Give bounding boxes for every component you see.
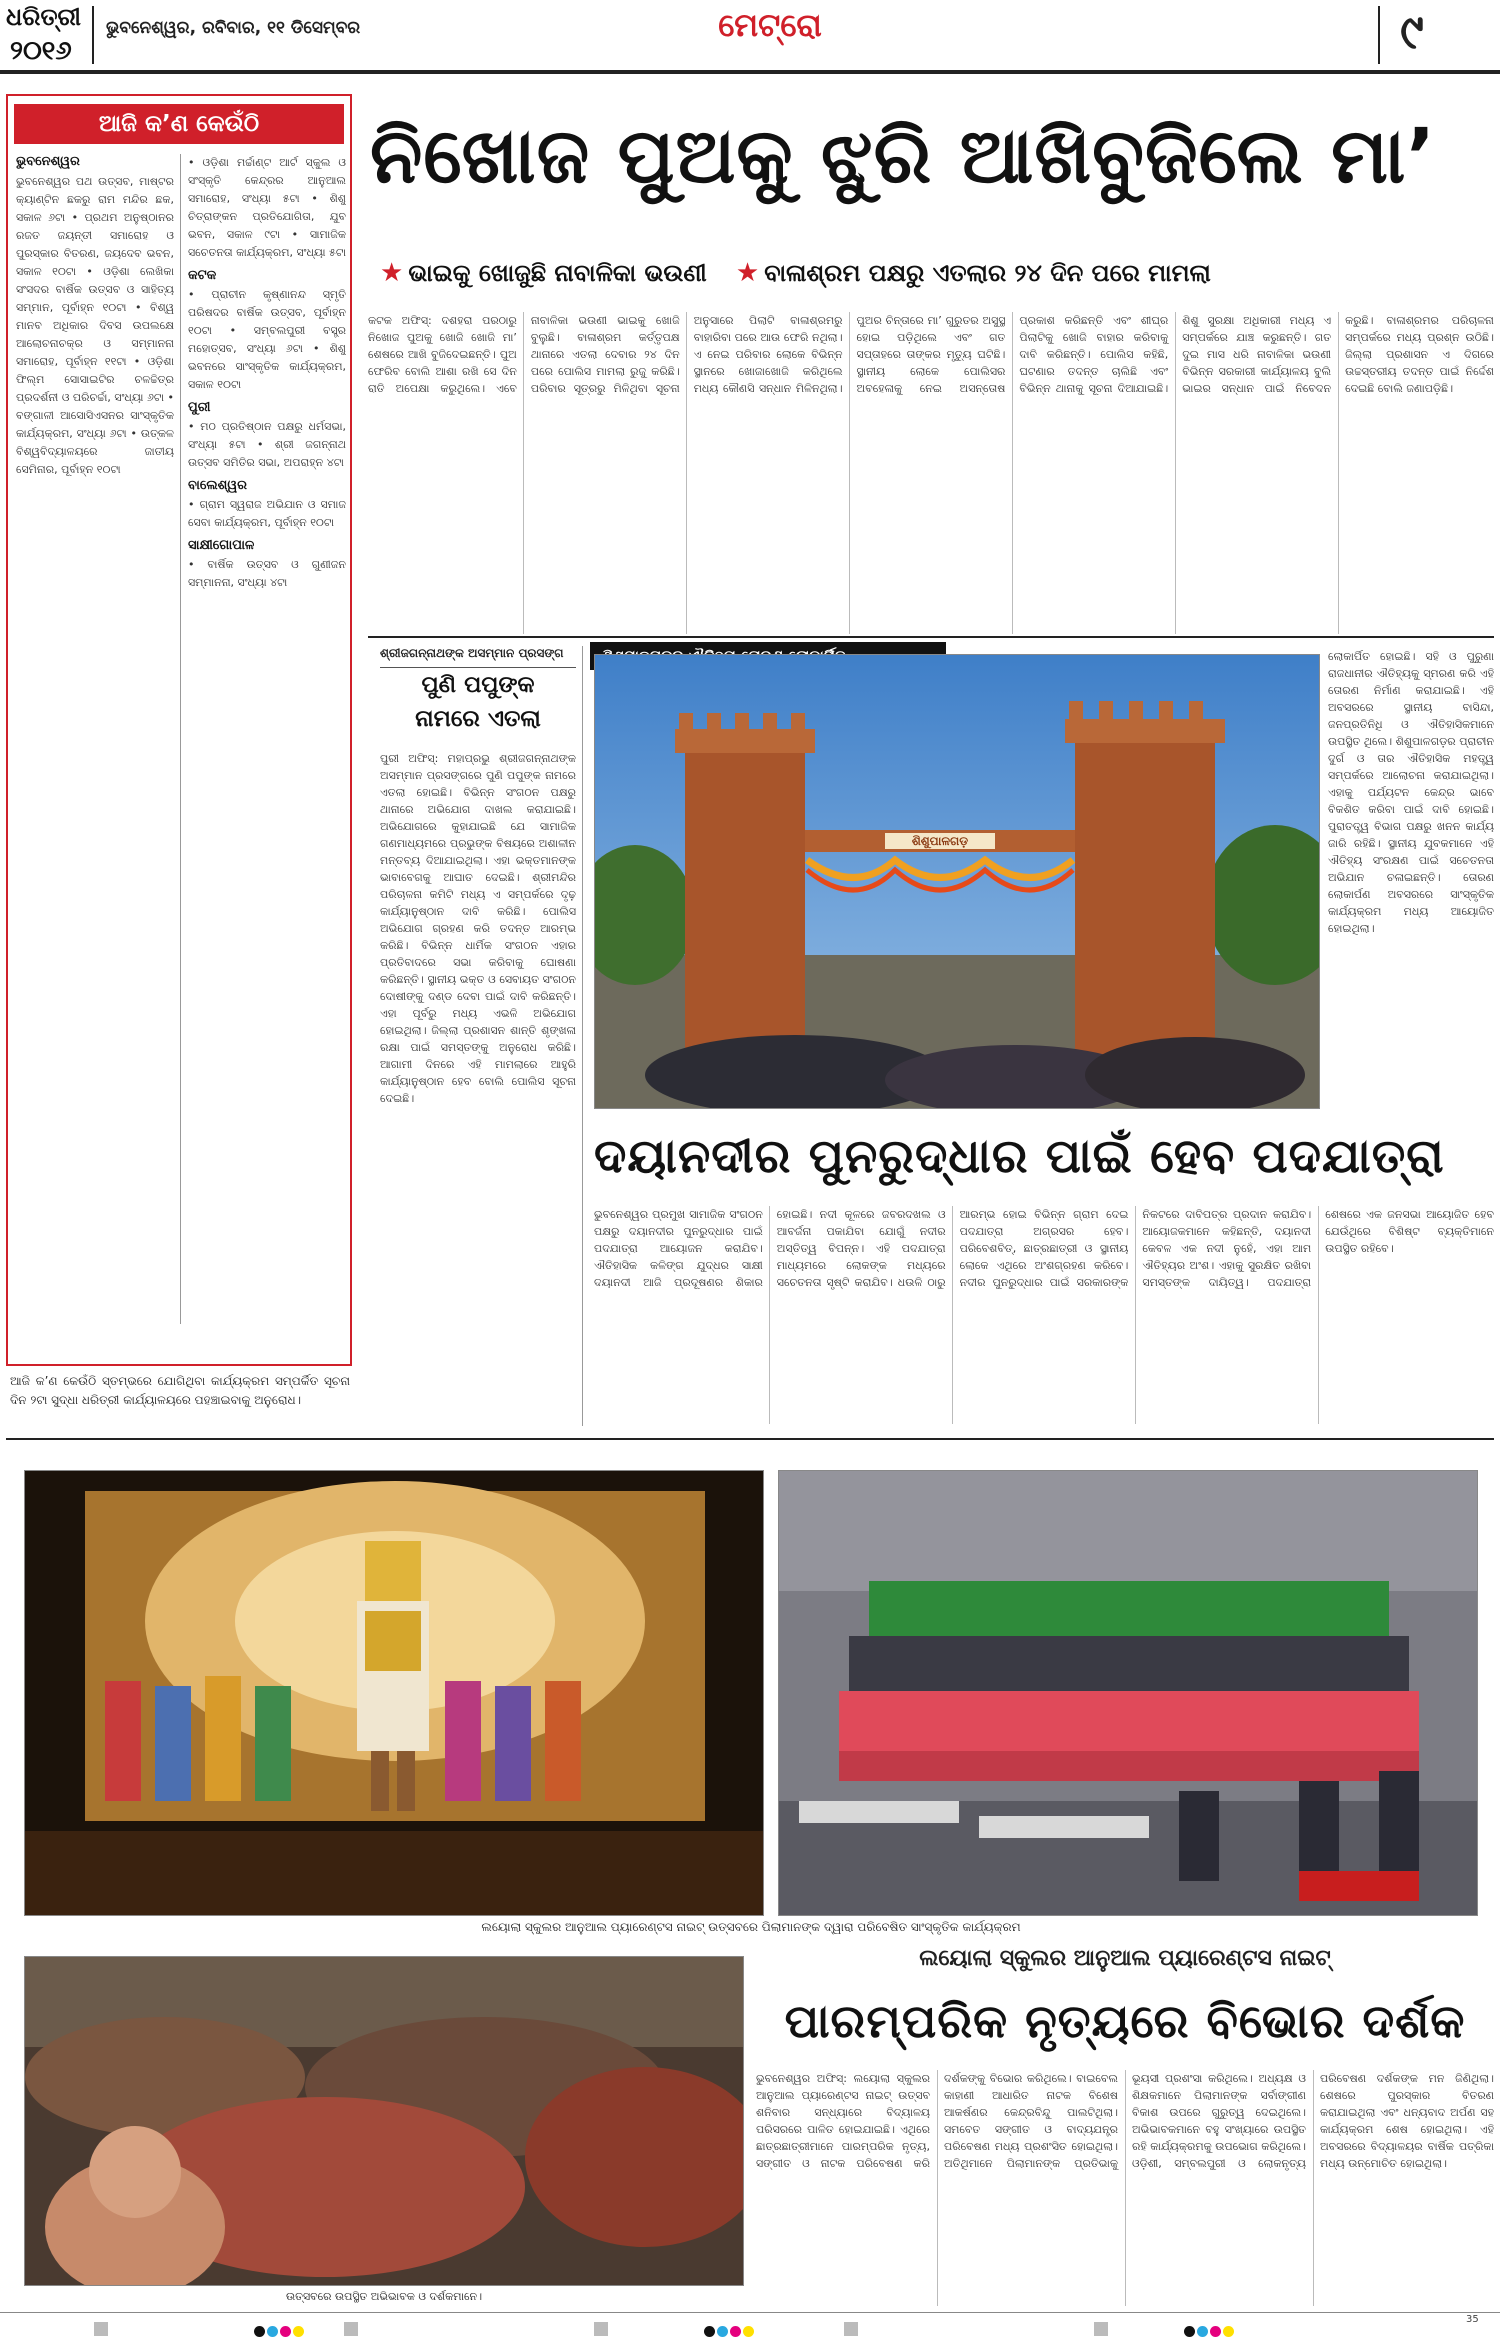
sidebar-col2-text-c: • ଗ୍ରାମ ସ୍ୱରାଜ ଅଭିଯାନ ଓ ସମାଜ ସେବା କାର୍ଯ୍ୟକ୍ରମ, ପୂର୍ବାହ୍ନ ୧୦ଟା [188,498,346,529]
sidebar-col2-heading-b: ପୁରୀ [188,400,211,415]
sidebar-title: ଆଜି କ’ଣ କେଉଁଠି [14,104,344,144]
pappu-headline-line1: ପୁଣି ପପୁଙ୍କ [421,672,535,698]
pappu-rule [582,646,583,1426]
loyola-headline: ପାରମ୍ପରିକ ନୃତ୍ୟରେ ବିଭୋର ଦର୍ଶକ [784,1994,1466,2048]
print-mark [844,2322,858,2336]
lead-sub1: ଭାଇକୁ ଖୋଜୁଛି ନାବାଳିକା ଭଉଣୀ [408,259,707,287]
audience-photo [24,1956,744,2286]
paper-logo: ଧରିତ୍ରୀ [6,2,81,31]
choir-photo [778,1470,1478,1916]
paper-year: ୨୦୧୬ [10,36,72,66]
audience-photo-graphic [25,1957,744,2286]
school-photos-caption: ଲୟୋଲା ସ୍କୁଲର ଆନୁଆଲ ପ୍ୟାରେଣ୍ଟସ ନାଇଟ୍‌ ଉତ୍ସବରେ ପିଲାମାନଙ୍କ ଦ୍ୱାରା ପରିବେଷିତ ସାଂସ୍କୃତିକ କାର୍ଯ୍ୟକ୍ରମ [481,1920,1021,1934]
play-photo-graphic [25,1471,764,1916]
lead-sub2: ବାଳାଶ୍ରମ ପକ୍ଷରୁ ଏତଲାର ୨୪ ଦିନ ପରେ ମାମଲା [764,259,1211,287]
masthead-divider-right [1378,6,1380,64]
lead-subheads [380,258,1490,298]
sidebar-footer-note: ଆଜି କ’ଣ କେଉଁଠି ସ୍ତମ୍ଭରେ ଯୋଗିଥିବା କାର୍ଯ୍ୟକ୍ରମ ସମ୍ପର୍କିତ ସୂଚନା ଦିନ ୨ଟା ସୁଦ୍ଧା ଧରିତ୍ରୀ କାର୍ଯ୍ୟାଳୟରେ ପହଞ୍ଚାଇବାକୁ ଅନୁରୋଧ। [10,1374,350,1407]
masthead [0,0,1500,72]
sidebar-col2-text-d: • ବାର୍ଷିକ ଉତ୍ସବ ଓ ଗୁଣୀଜନ ସମ୍ମାନନା, ସଂଧ୍ୟା ୪ଟା [188,558,346,589]
pappu-headline-line2: ନାମରେ ଏତଲା [415,706,541,732]
loyola-body: ଭୁବନେଶ୍ୱର ଅଫିସ୍‌: ଲୟୋଲା ସ୍କୁଲର ଆନୁଆଲ ପ୍ୟାରେଣ୍ଟସ ନାଇଟ୍‌ ଉତ୍ସବ ଶନିବାର ସନ୍ଧ୍ୟାରେ ବିଦ୍ୟାଳୟ ପରିସରରେ ପାଳିତ ହୋଇଯାଇଛି। ଏଥିରେ ଛାତ୍ରଛାତ୍ରୀମାନେ ପାରମ୍ପରିକ ନୃତ୍ୟ, ସଙ୍ଗୀତ ଓ ନାଟକ ପରିବେଷଣ କରି ଦର୍ଶକଙ୍କୁ ବିଭୋର କରିଥିଲେ। ବାଇବେଲ କାହାଣୀ ଆଧାରିତ ନାଟକ ବିଶେଷ ଆକର୍ଷଣର କେନ୍ଦ୍ରବିନ୍ଦୁ ପାଲଟିଥିଲା। ସମବେତ ସଙ୍ଗୀତ ଓ ବାଦ୍ୟଯନ୍ତ୍ର ପରିବେଷଣ ମଧ୍ୟ ପ୍ରଶଂସିତ ହୋଇଥିଲା। ଅତିଥିମାନେ ପିଲାମାନଙ୍କ ପ୍ରତିଭାକୁ ଭୂୟସୀ ପ୍ରଶଂସା କରିଥିଲେ। ଅଧ୍ୟକ୍ଷ ଓ ଶିକ୍ଷକମାନେ ପିଲାମାନଙ୍କ ସର୍ବାଙ୍ଗୀଣ ବିକାଶ ଉପରେ ଗୁରୁତ୍ୱ ଦେଇଥିଲେ। ଅଭିଭାବକମାନେ ବହୁ ସଂଖ୍ୟାରେ ଉପସ୍ଥିତ ରହି କାର୍ଯ୍ୟକ୍ରମକୁ ଉପଭୋଗ କରିଥିଲେ। ଓଡ଼ିଶୀ, ସମ୍ବଲପୁରୀ ଓ ଲୋକନୃତ୍ୟ ପରିବେଷଣ ଦର୍ଶକଙ୍କ ମନ ଜିଣିଥିଲା। ଶେଷରେ ପୁରସ୍କାର ବିତରଣ କରାଯାଇଥିଲା ଏବଂ ଧନ୍ୟବାଦ ଅର୍ପଣ ସହ କାର୍ଯ୍ୟକ୍ରମ ଶେଷ ହୋଇଥିଲା। ଏହି ଅବସରରେ ବିଦ୍ୟାଳୟର ବାର୍ଷିକ ପତ୍ରିକା ମଧ୍ୟ ଉନ୍ମୋଚିତ ହୋଇଥିଲା। [756,2072,1494,2170]
cmyk-dots [254,2322,306,2339]
pappu-body: ପୁରୀ ଅଫିସ୍‌: ମହାପ୍ରଭୁ ଶ୍ରୀଜଗନ୍ନାଥଙ୍କ ଅସମ୍ମାନ ପ୍ରସଙ୍ଗରେ ପୁଣି ପପୁଙ୍କ ନାମରେ ଏତଲା ହୋଇଛି। ବିଭିନ୍ନ ସଂଗଠନ ପକ୍ଷରୁ ଥାନାରେ ଅଭିଯୋଗ ଦାଖଲ କରାଯାଇଛି। ଅଭିଯୋଗରେ କୁହାଯାଇଛି ଯେ ସାମାଜିକ ଗଣମାଧ୍ୟମରେ ପ୍ରଭୁଙ୍କ ବିଷୟରେ ଅଶାଳୀନ ମନ୍ତବ୍ୟ ଦିଆଯାଇଥିଲା। ଏହା ଭକ୍ତମାନଙ୍କ ଭାବାବେଗକୁ ଆଘାତ ଦେଇଛି। ଶ୍ରୀମନ୍ଦିର ପରିଚାଳନା କମିଟି ମଧ୍ୟ ଏ ସମ୍ପର୍କରେ ଦୃଢ଼ କାର୍ଯ୍ୟାନୁଷ୍ଠାନ ଦାବି କରିଛି। ପୋଲିସ ଅଭିଯୋଗ ଗ୍ରହଣ କରି ତଦନ୍ତ ଆରମ୍ଭ କରିଛି। ବିଭିନ୍ନ ଧାର୍ମିକ ସଂଗଠନ ଏହାର ପ୍ରତିବାଦରେ ସଭା କରିବାକୁ ଘୋଷଣା କରିଛନ୍ତି। ସ୍ଥାନୀୟ ଭକ୍ତ ଓ ସେବାୟତ ସଂଗଠନ ଦୋଷୀଙ୍କୁ ଦଣ୍ଡ ଦେବା ପାଇଁ ଦାବି କରିଛନ୍ତି। ଏହା ପୂର୍ବରୁ ମଧ୍ୟ ଏଭଳି ଅଭିଯୋଗ ହୋଇଥିଲା। ଜିଲ୍ଲା ପ୍ରଶାସନ ଶାନ୍ତି ଶୃଙ୍ଖଳା ରକ୍ଷା ପାଇଁ ସମସ୍ତଙ୍କୁ ଅନୁରୋଧ କରିଛି। ଆଗାମୀ ଦିନରେ ଏହି ମାମଲାରେ ଆହୁରି କାର୍ଯ୍ୟାନୁଷ୍ଠାନ ହେବ ବୋଲି ପୋଲିସ ସୂଚନା ଦେଇଛି। [380,752,576,1105]
sidebar-col2-text: • ଓଡ଼ିଶା ମର୍ଚ୍ଚାଣ୍ଟ ଆର୍ଟ ସ୍କୁଲ ଓ ସଂସ୍କୃତି କେନ୍ଦ୍ରର ଆନୁଆଲ ସମାରୋହ, ସଂଧ୍ୟା ୫ଟା • ଶିଶୁ ଚିତ୍ରାଙ୍କନ ପ୍ରତିଯୋଗିତା, ଯୁବ ଭବନ, ସକାଳ ୯ଟା • ସାମାଜିକ ସଚେତନତା କାର୍ଯ୍ୟକ୍ରମ, ସଂଧ୍ୟା ୫ଟା [188,156,346,259]
daya-body: ଭୁବନେଶ୍ୱର ପ୍ରମୁଖ ସାମାଜିକ ସଂଗଠନ ପକ୍ଷରୁ ଦୟାନଦୀର ପୁନରୁଦ୍ଧାର ପାଇଁ ପଦଯାତ୍ରା ଆୟୋଜନ କରାଯିବ। ଐତିହାସିକ କଳିଙ୍ଗ ଯୁଦ୍ଧର ସାକ୍ଷୀ ଦୟାନଦୀ ଆଜି ପ୍ରଦୂଷଣର ଶିକାର ହୋଇଛି। ନଦୀ କୂଳରେ ଜବରଦଖଲ ଓ ଆବର୍ଜନା ପକାଯିବା ଯୋଗୁଁ ନଦୀର ଅସ୍ତିତ୍ୱ ବିପନ୍ନ। ଏହି ପଦଯାତ୍ରା ମାଧ୍ୟମରେ ଲୋକଙ୍କ ମଧ୍ୟରେ ସଚେତନତା ସୃଷ୍ଟି କରାଯିବ। ଧଉଳି ଠାରୁ ଆରମ୍ଭ ହୋଇ ବିଭିନ୍ନ ଗ୍ରାମ ଦେଇ ପଦଯାତ୍ରା ଅଗ୍ରସର ହେବ। ପରିବେଶବିତ୍‌, ଛାତ୍ରଛାତ୍ରୀ ଓ ସ୍ଥାନୀୟ ଲୋକେ ଏଥିରେ ଅଂଶଗ୍ରହଣ କରିବେ। ନଦୀର ପୁନରୁଦ୍ଧାର ପାଇଁ ସରକାରଙ୍କ ନିକଟରେ ଦାବିପତ୍ର ପ୍ରଦାନ କରାଯିବ। ଆୟୋଜକମାନେ କହିଛନ୍ତି, ଦୟାନଦୀ କେବଳ ଏକ ନଦୀ ନୁହେଁ, ଏହା ଆମ ଐତିହ୍ୟର ଅଂଶ। ଏହାକୁ ସୁରକ୍ଷିତ ରଖିବା ସମସ୍ତଙ୍କ ଦାୟିତ୍ୱ। ପଦଯାତ୍ରା ଶେଷରେ ଏକ ଜନସଭା ଆୟୋଜିତ ହେବ ଯେଉଁଥିରେ ବିଶିଷ୍ଟ ବ୍ୟକ୍ତିମାନେ ଉପସ୍ଥିତ ରହିବେ। [594,1208,1494,1289]
print-mark [1094,2322,1108,2336]
cmyk-dots [1184,2322,1236,2339]
choir-photo-graphic [779,1471,1478,1916]
star-icon: ★ [735,258,760,288]
sidebar-col2-heading-c: ବାଲେଶ୍ୱର [188,478,247,493]
dateline: ଭୁବନେଶ୍ୱର, ରବିବାର, ୧୧ ଡିସେମ୍ବର [106,18,361,38]
footer-rule [0,2312,1500,2313]
lead-bottom-rule [368,636,1494,638]
sidebar-col1-text: ଭୁବନେଶ୍ୱର ପଥ ଉତ୍ସବ, ମାଷ୍ଟର କ୍ୟାଣ୍ଟିନ ଛକରୁ ରାମ ମନ୍ଦିର ଛକ, ସକାଳ ୬ଟା • ପ୍ରଥମ ଅନୁଷ୍ଠାନର ରଜତ ଜୟନ୍ତୀ ସମାରୋହ ଓ ପୁରସ୍କାର ବିତରଣ, ଜୟଦେବ ଭବନ, ସକାଳ ୧୦ଟା • ଓଡ଼ିଶା ଲେଖିକା ସଂସଦର ବାର୍ଷିକ ଉତ୍ସବ ଓ ସାହିତ୍ୟ ସମ୍ମାନ, ପୂର୍ବାହ୍ନ ୧୦ଟା • ବିଶ୍ୱ ମାନବ ଅଧିକାର ଦିବସ ଉପଲକ୍ଷେ ଆଲୋଚନାଚକ୍ର ଓ ସମ୍ମାନନା ସମାରୋହ, ପୂର୍ବାହ୍ନ ୧୧ଟା • ଓଡ଼ିଶା ଫିଲ୍ମ ସୋସାଇଟିର ଚଳଚ୍ଚିତ୍ର ପ୍ରଦର୍ଶନୀ ଓ ପରିଚର୍ଚ୍ଚା, ସଂଧ୍ୟା ୬ଟା • ବଙ୍ଗାଳୀ ଆସୋସିଏସନର ସାଂସ୍କୃତିକ କାର୍ଯ୍ୟକ୍ରମ, ସଂଧ୍ୟା ୬ଟା • ଉତ୍କଳ ବିଶ୍ୱବିଦ୍ୟାଳୟରେ ଜାତୀୟ ସେମିନାର, ପୂର୍ବାହ୍ନ ୧୦ଟା [16,175,174,476]
print-mark [94,2322,108,2336]
lead-body: କଟକ ଅଫିସ୍‌: ଦଶହରା ପରଠାରୁ ନିଖୋଜ ପୁଅକୁ ଖୋଜି ଖୋଜି ମା’ ଶେଷରେ ଆଖି ବୁଜିଦେଇଛନ୍ତି। ପୁଅ ଫେରିବ ବୋଲି ଆଶା ରଖି ସେ ଦିନ ରାତି ଅପେକ୍ଷା କରୁଥିଲେ। ଏବେ ନାବାଳିକା ଭଉଣୀ ଭାଇକୁ ଖୋଜି ବୁଲୁଛି। ବାଳାଶ୍ରମ କର୍ତ୍ତୃପକ୍ଷ ଥାନାରେ ଏତଲା ଦେବାର ୨୪ ଦିନ ପରେ ପୋଲିସ ମାମଲା ରୁଜୁ କରିଛି। ପରିବାର ସୂତ୍ରରୁ ମିଳିଥିବା ସୂଚନା ଅନୁସାରେ ପିଲାଟି ବାଳାଶ୍ରମରୁ ବାହାରିବା ପରେ ଆଉ ଫେରି ନଥିଲା। ଏ ନେଇ ପରିବାର ଲୋକେ ବିଭିନ୍ନ ସ୍ଥାନରେ ଖୋଜାଖୋଜି କରିଥିଲେ ମଧ୍ୟ କୌଣସି ସନ୍ଧାନ ମିଳିନଥିଲା। ପୁଅର ଚିନ୍ତାରେ ମା’ ଗୁରୁତର ଅସୁସ୍ଥ ହୋଇ ପଡ଼ିଥିଲେ ଏବଂ ଗତ ସପ୍ତାହରେ ତାଙ୍କର ମୃତ୍ୟୁ ଘଟିଛି। ସ୍ଥାନୀୟ ଲୋକେ ପୋଲିସର ଅବହେଳାକୁ ନେଇ ଅସନ୍ତୋଷ ପ୍ରକାଶ କରିଛନ୍ତି ଏବଂ ଶୀଘ୍ର ପିଲାଟିକୁ ଖୋଜି ବାହାର କରିବାକୁ ଦାବି କରିଛନ୍ତି। ପୋଲିସ କହିଛି, ଘଟଣାର ତଦନ୍ତ ଚାଲିଛି ଏବଂ ବିଭିନ୍ନ ଥାନାକୁ ସୂଚନା ଦିଆଯାଇଛି। ଶିଶୁ ସୁରକ୍ଷା ଅଧିକାରୀ ମଧ୍ୟ ଏ ସମ୍ପର୍କରେ ଯାଞ୍ଚ କରୁଛନ୍ତି। ଗତ ଦୁଇ ମାସ ଧରି ନାବାଳିକା ଭଉଣୀ ବିଭିନ୍ନ ସରକାରୀ କାର୍ଯ୍ୟାଳୟ ବୁଲି ଭାଇର ସନ୍ଧାନ ପାଇଁ ନିବେଦନ କରୁଛି। ବାଳାଶ୍ରମର ପରିଚାଳନା ସମ୍ପର୍କରେ ମଧ୍ୟ ପ୍ରଶ୍ନ ଉଠିଛି। ଜିଲ୍ଲା ପ୍ରଶାସନ ଏ ଦିଗରେ ଉଚ୍ଚସ୍ତରୀୟ ତଦନ୍ତ ପାଇଁ ନିର୍ଦ୍ଦେଶ ଦେଇଛି ବୋଲି ଜଣାପଡ଼ିଛି। [368,314,1494,395]
print-mark [344,2322,358,2336]
print-page-number: 35 [1466,2314,1479,2325]
gate-photo-graphic [595,655,1320,1109]
gate-sign-text: ଶିଶୁପାଳଗଡ଼ [911,834,969,848]
sidebar-col1-heading: ଭୁବନେଶ୍ୱର [16,154,80,169]
masthead-bottom-rule [0,70,1500,74]
sidebar-col2-heading-a: କଟକ [188,268,217,283]
play-photo [24,1470,764,1916]
cmyk-dots [704,2322,756,2339]
loyola-kicker: ଲୟୋଲା ସ୍କୁଲର ଆନୁଆଲ ପ୍ୟାରେଣ୍ଟସ ନାଇଟ୍‌ [919,1946,1331,1971]
sidebar-box [6,94,352,1366]
page-number: ୯ [1400,4,1424,60]
sidebar-col2 [188,154,346,1324]
sidebar-col2-heading-d: ସାକ୍ଷୀଗୋପାଳ [188,538,255,553]
gate-story-text: ଲୋକାର୍ପିତ ହୋଇଛି। ସହି ଓ ପୁରୁଣା ରାଜଧାନୀର ଐତିହ୍ୟକୁ ସ୍ମରଣ କରି ଏହି ତୋରଣ ନିର୍ମାଣ କରାଯାଇଛି। ଏହି ଅବସରରେ ସ୍ଥାନୀୟ ବାସିନ୍ଦା, ଜନପ୍ରତିନିଧି ଓ ଐତିହାସିକମାନେ ଉପସ୍ଥିତ ଥିଲେ। ଶିଶୁପାଳଗଡ଼ର ପ୍ରାଚୀନ ଦୁର୍ଗ ଓ ତାର ଐତିହାସିକ ମହତ୍ତ୍ୱ ସମ୍ପର୍କରେ ଆଲୋଚନା କରାଯାଇଥିଲା। ଏହାକୁ ପର୍ଯ୍ୟଟନ କେନ୍ଦ୍ର ଭାବେ ବିକଶିତ କରିବା ପାଇଁ ଦାବି ହୋଇଛି। ପୁରାତତ୍ତ୍ୱ ବିଭାଗ ପକ୍ଷରୁ ଖନନ କାର୍ଯ୍ୟ ଜାରି ରହିଛି। ସ୍ଥାନୀୟ ଯୁବକମାନେ ଏହି ଐତିହ୍ୟ ସଂରକ୍ଷଣ ପାଇଁ ସଚେତନତା ଅଭିଯାନ ଚଳାଇଛନ୍ତି। ତୋରଣ ଲୋକାର୍ପଣ ଅବସରରେ ସାଂସ୍କୃତିକ କାର୍ଯ୍ୟକ୍ରମ ମଧ୍ୟ ଆୟୋଜିତ ହୋଇଥିଲା। [1328,650,1494,935]
lead-headline: ନିଖୋଜ ପୁଅକୁ ଝୁରି ଆଖିବୁଜିଲେ ମା’ [370,111,1437,200]
sidebar-col-rule [180,154,181,1324]
sidebar-col1 [16,154,174,1324]
pappu-kicker: ଶ୍ରୀଜଗନ୍ନାଥଙ୍କ ଅସମ୍ମାନ ପ୍ରସଙ୍ଗ [380,646,576,668]
gate-photo [594,654,1320,1109]
audience-photo-caption: ଉତ୍ସବରେ ଉପସ୍ଥିତ ଅଭିଭାବକ ଓ ଦର୍ଶକମାନେ। [285,2290,483,2303]
sidebar-col2-text-a: • ପ୍ରାଚୀନ କୃଷ୍ଣାନନ୍ଦ ସ୍ମୃତି ପରିଷଦର ବାର୍ଷିକ ଉତ୍ସବ, ପୂର୍ବାହ୍ନ ୧୦ଟା • ସମ୍ବଲପୁରୀ ବସ୍ତ୍ର ମହୋତ୍ସବ, ସଂଧ୍ୟା ୬ଟା • ଶିଶୁ ଭବନରେ ସାଂସ୍କୃତିକ କାର୍ଯ୍ୟକ୍ରମ, ସକାଳ ୧୦ଟା [188,288,346,391]
middle-rule [6,1438,1494,1440]
star-icon: ★ [380,258,404,288]
masthead-divider [92,6,94,64]
sidebar-col2-text-b: • ମଠ ପ୍ରତିଷ୍ଠାନ ପକ୍ଷରୁ ଧର୍ମସଭା, ସଂଧ୍ୟା ୫ଟା • ଶ୍ରୀ ଜଗନ୍ନାଥ ଉତ୍ସବ ସମିତିର ସଭା, ଅପରାହ୍ନ ୪ଟା [188,420,346,469]
daya-headline: ଦୟାନଦୀର ପୁନରୁଦ୍ଧାର ପାଇଁ ହେବ ପଦଯାତ୍ରା [594,1129,1445,1184]
print-mark [594,2322,608,2336]
section-title: ମେଟ୍ରୋ [718,6,822,44]
